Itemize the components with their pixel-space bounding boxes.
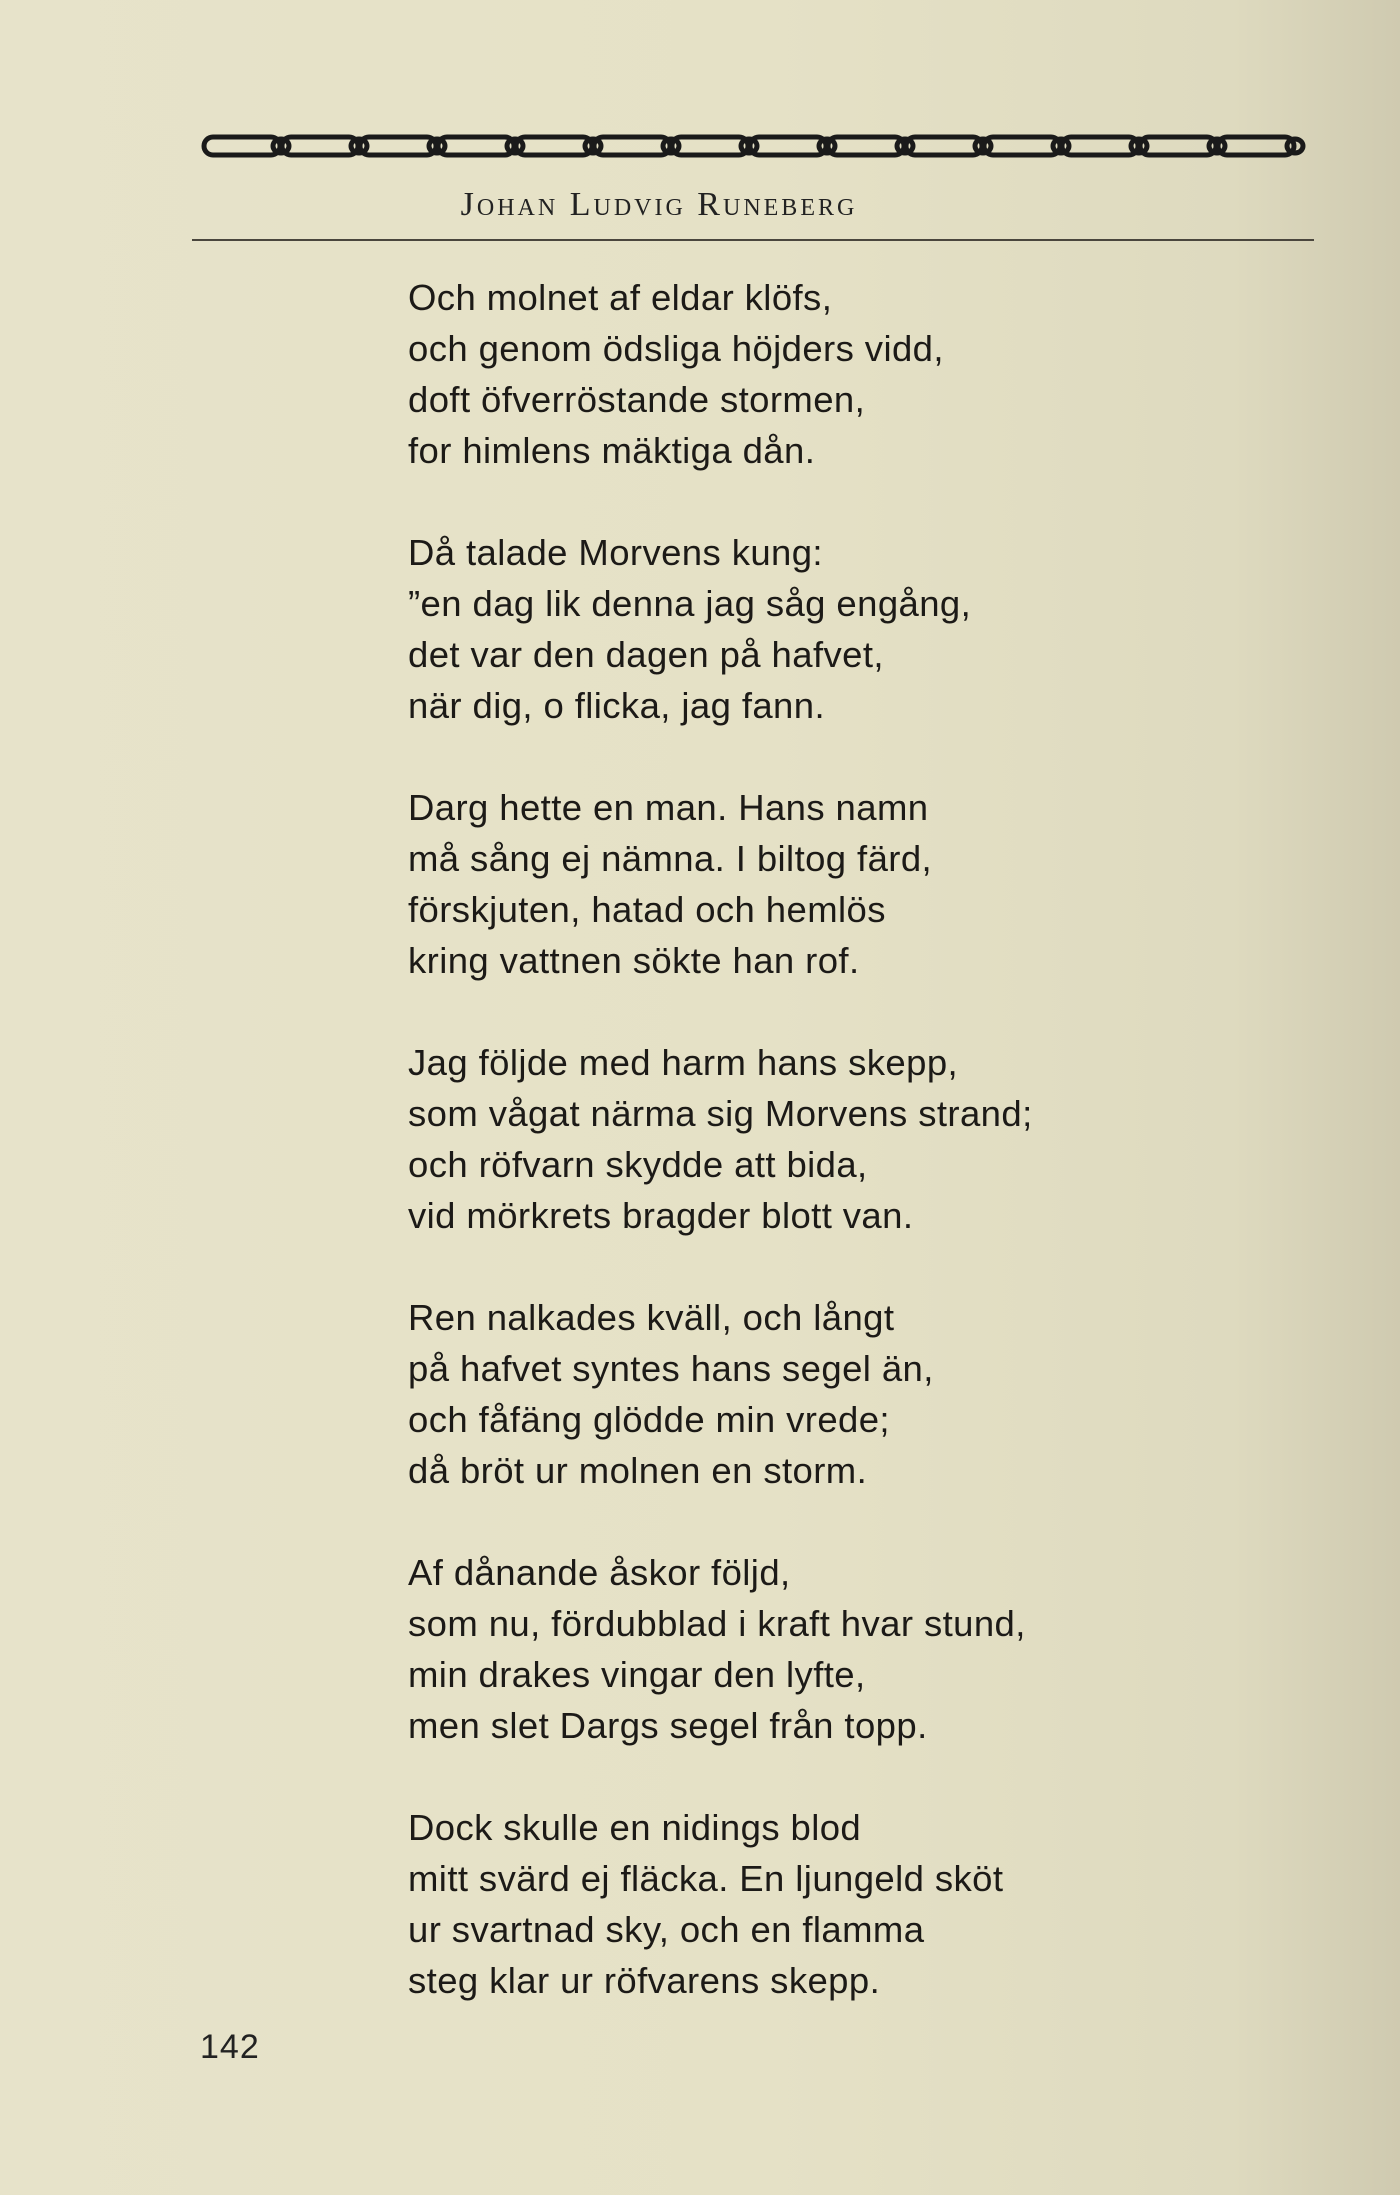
stanza-1	[408, 272, 1308, 476]
poem	[408, 272, 1308, 2057]
poem-line: doft öfverröstande stormen,	[408, 379, 866, 420]
poem-line: steg klar ur röfvarens skepp.	[408, 1960, 881, 2001]
poem-line: som vågat närma sig Morvens strand;	[408, 1093, 1033, 1134]
poem-line: och genom ödsliga höjders vidd,	[408, 328, 944, 369]
poem-line: och röfvarn skydde att bida,	[408, 1144, 868, 1185]
poem-line: Darg hette en man. Hans namn	[408, 787, 929, 828]
poem-line: Och molnet af eldar klöfs,	[408, 277, 833, 318]
poem-line: på hafvet syntes hans segel än,	[408, 1348, 934, 1389]
poem-line: det var den dagen på hafvet,	[408, 634, 884, 675]
chain-ornament-icon	[200, 131, 1318, 161]
poem-line: Dock skulle en nidings blod	[408, 1807, 862, 1848]
poem-line: ur svartnad sky, och en flamma	[408, 1909, 925, 1950]
poem-line: men slet Dargs segel från topp.	[408, 1705, 928, 1746]
header-rule	[192, 239, 1314, 241]
poem-line: när dig, o flicka, jag fann.	[408, 685, 825, 726]
poem-line: min drakes vingar den lyfte,	[408, 1654, 866, 1695]
stanza-7	[408, 1802, 1308, 2006]
stanza-5	[408, 1292, 1308, 1496]
poem-line: då bröt ur molnen en storm.	[408, 1450, 868, 1491]
running-head: Johan Ludvig Runeberg	[460, 186, 858, 223]
poem-line: Då talade Morvens kung:	[408, 532, 823, 573]
poem-line: Jag följde med harm hans skepp,	[408, 1042, 959, 1083]
stanza-6	[408, 1547, 1308, 1751]
poem-line: Ren nalkades kväll, och långt	[408, 1297, 895, 1338]
poem-line: vid mörkrets bragder blott van.	[408, 1195, 914, 1236]
stanza-4	[408, 1037, 1308, 1241]
stanza-3	[408, 782, 1308, 986]
poem-line: for himlens mäktiga dån.	[408, 430, 816, 471]
poem-line: som nu, fördubblad i kraft hvar stund,	[408, 1603, 1026, 1644]
poem-line: förskjuten, hatad och hemlös	[408, 889, 886, 930]
poem-line: kring vattnen sökte han rof.	[408, 940, 860, 981]
poem-line: ”en dag lik denna jag såg engång,	[408, 583, 972, 624]
poem-line: Af dånande åskor följd,	[408, 1552, 791, 1593]
stanza-2	[408, 527, 1308, 731]
page-number: 142	[200, 2028, 260, 2066]
poem-line: mitt svärd ej fläcka. En ljungeld sköt	[408, 1858, 1004, 1899]
poem-line: må sång ej nämna. I biltog färd,	[408, 838, 933, 879]
poem-line: och fåfäng glödde min vrede;	[408, 1399, 890, 1440]
